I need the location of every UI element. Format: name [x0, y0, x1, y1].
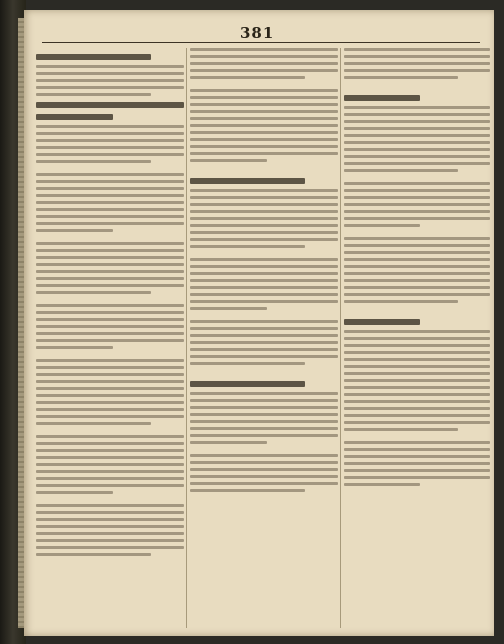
column-right — [344, 48, 490, 628]
page-number: 381 — [240, 24, 275, 42]
header-rule — [42, 42, 480, 43]
column-divider — [186, 48, 187, 628]
newspaper-page — [24, 10, 494, 636]
column-left — [36, 48, 184, 628]
column-divider — [340, 48, 341, 628]
column-middle — [190, 48, 338, 628]
